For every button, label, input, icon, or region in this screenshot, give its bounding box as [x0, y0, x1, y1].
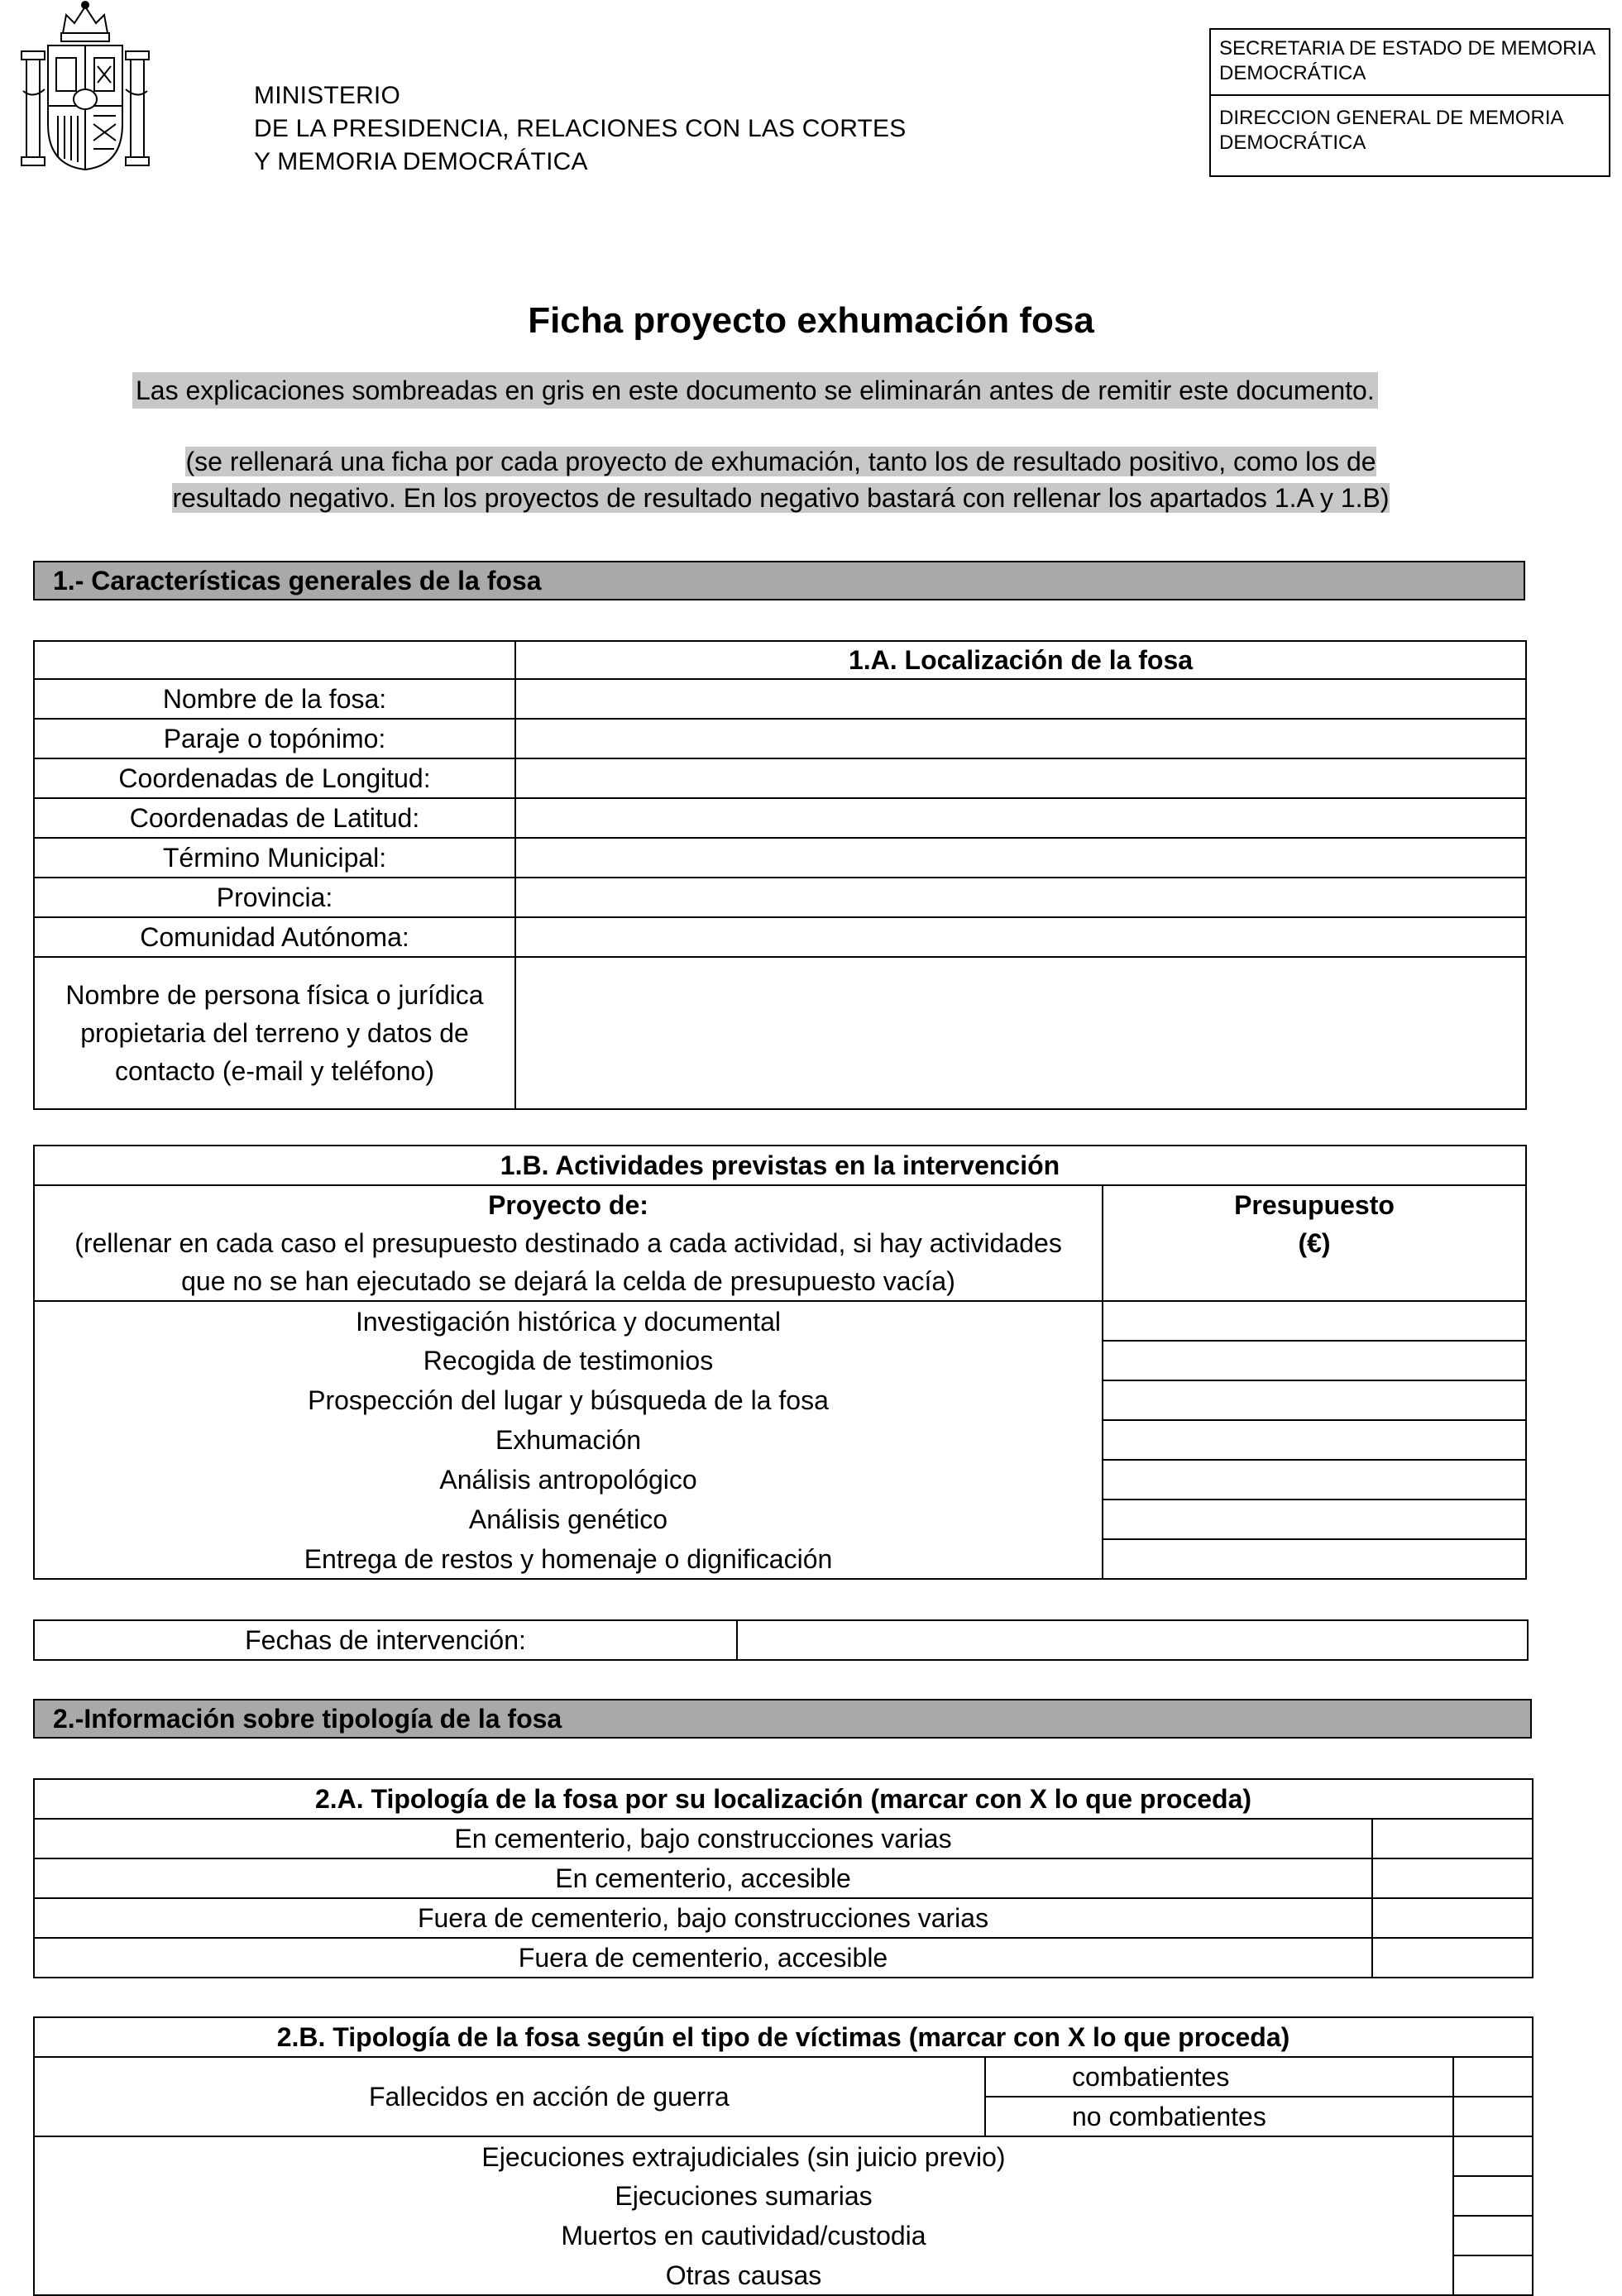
location-value-field[interactable]: [515, 719, 1526, 758]
location-type-option: En cementerio, accesible: [34, 1858, 1372, 1898]
ministry-line: MINISTERIO: [254, 82, 401, 109]
direccion-text: DIRECCION GENERAL DE MEMORIA DEMOCRÁTICA: [1219, 107, 1563, 154]
location-label: Coordenadas de Longitud:: [34, 758, 515, 798]
activity-label: Análisis antropológico: [34, 1460, 1103, 1500]
location-table: [33, 640, 1527, 1110]
project-note: (rellenar en cada caso el presupuesto destinado a cada actividad, si hay actividades que no se han ejecutado se dejará la celda de presupuesto vacía): [74, 1228, 1062, 1296]
location-value-field[interactable]: [515, 758, 1526, 798]
budget-field[interactable]: [1103, 1341, 1526, 1380]
activity-label: Entrega de restos y homenaje o dignificación: [34, 1539, 1103, 1579]
ministry-line: DE LA PRESIDENCIA, RELACIONES CON LAS CORTES: [254, 115, 907, 142]
location-value-field[interactable]: [515, 878, 1526, 917]
location-header: 1.A. Localización de la fosa: [515, 641, 1526, 679]
location-label: Coordenadas de Latitud:: [34, 798, 515, 838]
location-label: Nombre de la fosa:: [34, 679, 515, 719]
mark-checkbox[interactable]: [1372, 1858, 1533, 1898]
victim-type-option: Ejecuciones sumarias: [34, 2176, 1453, 2216]
activities-header: 1.B. Actividades previstas en la intervención: [34, 1146, 1526, 1185]
coat-of-arms-logo: [15, 0, 156, 178]
mark-checkbox[interactable]: [1453, 2057, 1533, 2097]
budget-field[interactable]: [1103, 1539, 1526, 1579]
location-value-field[interactable]: [515, 838, 1526, 878]
victim-type-option: Ejecuciones extrajudiciales (sin juicio previo): [34, 2136, 1453, 2176]
activity-label: Recogida de testimonios: [34, 1341, 1103, 1380]
mark-checkbox[interactable]: [1372, 1898, 1533, 1938]
budget-field[interactable]: [1103, 1460, 1526, 1500]
victim-type-option: Otras causas: [34, 2255, 1453, 2295]
ministry-line: Y MEMORIA DEMOCRÁTICA: [254, 148, 588, 175]
ministry-name: [254, 79, 906, 179]
section-1-header: 1.- Características generales de la fosa: [33, 561, 1525, 600]
location-value-field[interactable]: [515, 798, 1526, 838]
budget-field[interactable]: [1103, 1500, 1526, 1539]
location-type-table: [33, 1778, 1533, 1978]
mark-checkbox[interactable]: [1453, 2216, 1533, 2255]
victim-type-table: [33, 2016, 1533, 2296]
section-2-header: 2.-Información sobre tipología de la fosa: [33, 1699, 1532, 1739]
secretaria-text: SECRETARIA DE ESTADO DE MEMORIA DEMOCRÁTICA: [1211, 36, 1609, 96]
dates-label: Fechas de intervención:: [34, 1620, 737, 1660]
mark-checkbox[interactable]: [1453, 2176, 1533, 2216]
budget-field[interactable]: [1103, 1420, 1526, 1460]
war-sub-option: combatientes: [985, 2057, 1453, 2097]
location-label: Paraje o topónimo:: [34, 719, 515, 758]
location-value-field[interactable]: [515, 957, 1526, 1109]
budget-unit: (€): [1298, 1228, 1331, 1258]
budget-field[interactable]: [1103, 1380, 1526, 1420]
budget-column-header: [1103, 1185, 1526, 1301]
location-value-field[interactable]: [515, 917, 1526, 957]
mark-checkbox[interactable]: [1453, 2097, 1533, 2136]
mark-checkbox[interactable]: [1453, 2136, 1533, 2176]
location-label: Provincia:: [34, 878, 515, 917]
instructions-note: [136, 443, 1426, 516]
mark-checkbox[interactable]: [1453, 2255, 1533, 2295]
mark-checkbox[interactable]: [1372, 1938, 1533, 1978]
activity-label: Prospección del lugar y búsqueda de la fosa: [34, 1380, 1103, 1420]
activities-column-header: [34, 1185, 1103, 1301]
budget-title: Presupuesto: [1234, 1190, 1395, 1220]
instructions-text: (se rellenará una ficha por cada proyecto de exhumación, tanto los de resultado positivo, como los de resultado negativo. En los proyectos de resultado negativo bastará con rellenar los apartados 1.A y 1.B): [172, 447, 1390, 513]
budget-field[interactable]: [1103, 1301, 1526, 1341]
dates-table: [33, 1619, 1529, 1661]
location-type-header: 2.A. Tipología de la fosa por su localización (marcar con X lo que proceda): [34, 1779, 1533, 1819]
location-label: Nombre de persona física o jurídica propietaria del terreno y datos de contacto (e-mail y teléfono): [34, 957, 515, 1109]
location-type-option: En cementerio, bajo construcciones varias: [34, 1819, 1372, 1858]
location-type-option: Fuera de cementerio, accesible: [34, 1938, 1372, 1978]
mark-checkbox[interactable]: [1372, 1819, 1533, 1858]
location-label: Término Municipal:: [34, 838, 515, 878]
activities-table: [33, 1145, 1527, 1580]
gray-note: Las explicaciones sombreadas en gris en este documento se eliminarán antes de remitir este documento.: [132, 372, 1378, 409]
location-label-empty: [34, 641, 515, 679]
victim-type-option: Muertos en cautividad/custodia: [34, 2216, 1453, 2255]
project-title: Proyecto de:: [488, 1190, 648, 1220]
activity-label: Investigación histórica y documental: [34, 1301, 1103, 1341]
war-deaths-label: Fallecidos en acción de guerra: [34, 2057, 985, 2136]
activity-label: Análisis genético: [34, 1500, 1103, 1539]
activity-label: Exhumación: [34, 1420, 1103, 1460]
war-sub-option: no combatientes: [985, 2097, 1453, 2136]
dates-field[interactable]: [737, 1620, 1528, 1660]
location-value-field[interactable]: [515, 679, 1526, 719]
secretaria-box: [1209, 28, 1610, 177]
location-label: Comunidad Autónoma:: [34, 917, 515, 957]
location-type-option: Fuera de cementerio, bajo construcciones varias: [34, 1898, 1372, 1938]
page-title: Ficha proyecto exhumación fosa: [528, 300, 1094, 341]
victim-type-header: 2.B. Tipología de la fosa según el tipo de víctimas (marcar con X lo que proceda): [34, 2017, 1533, 2057]
